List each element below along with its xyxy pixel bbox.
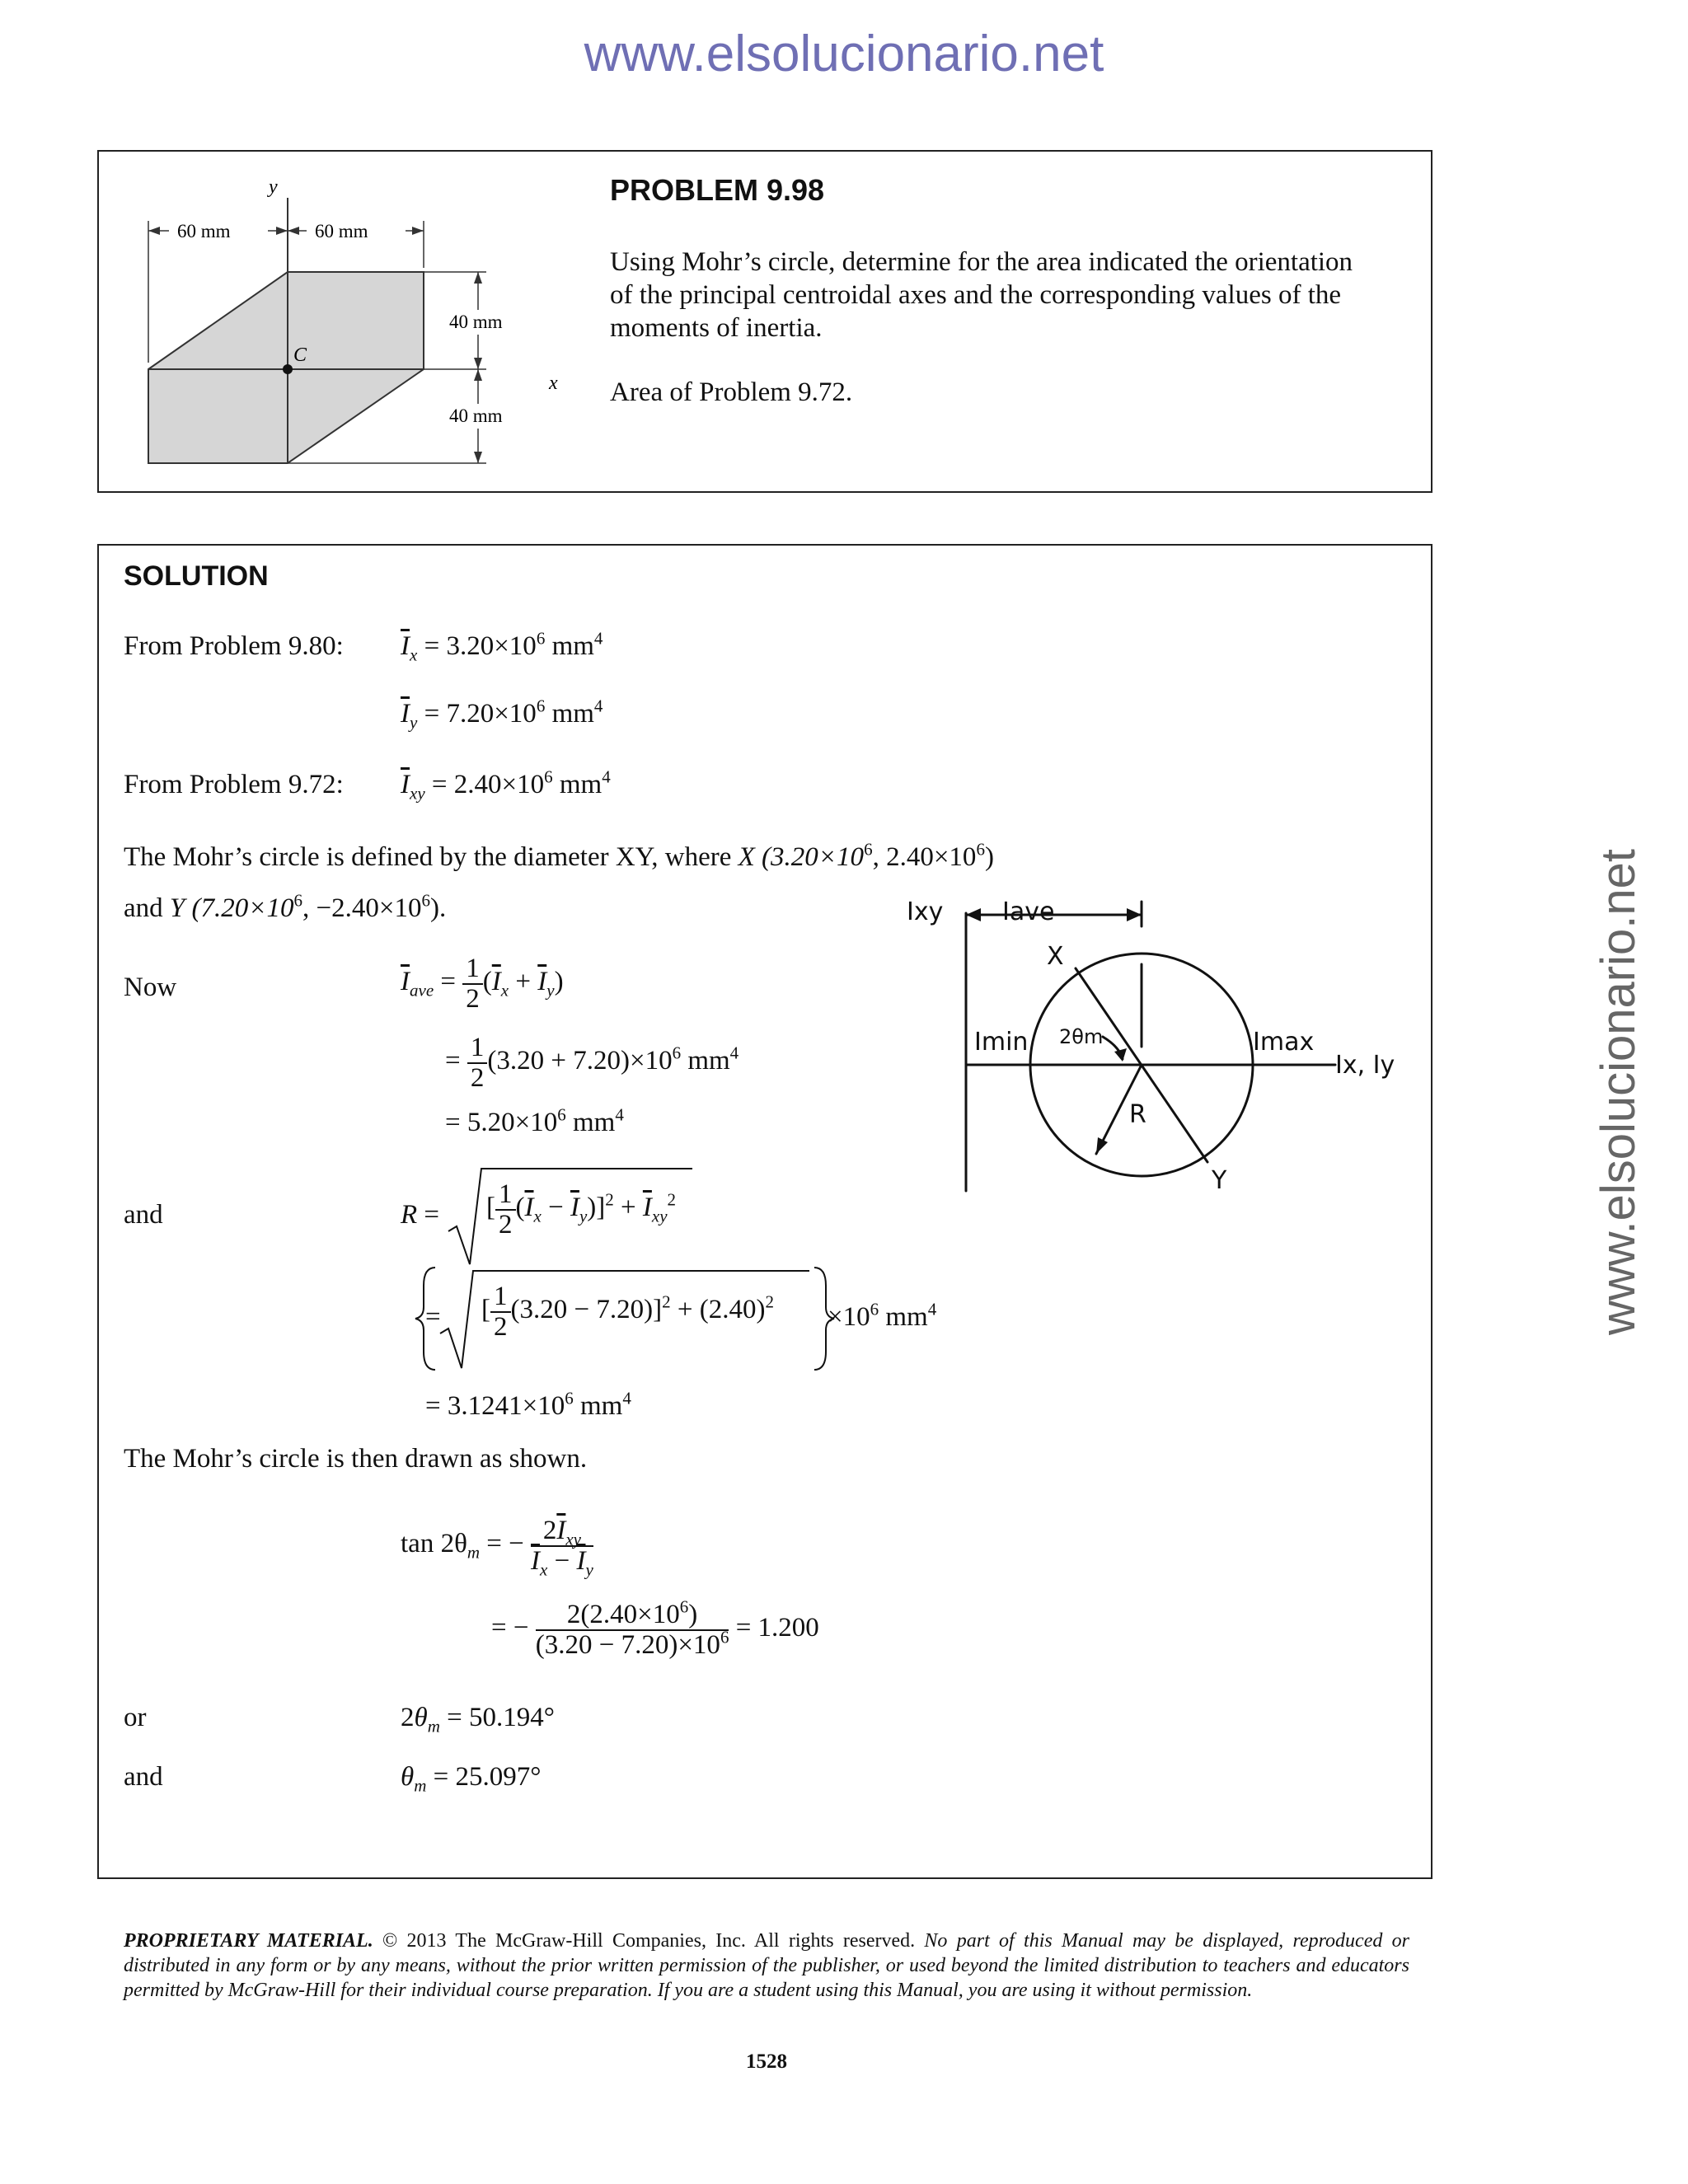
watermark-top: www.elsolucionario.net xyxy=(584,26,1104,82)
watermark-side xyxy=(1591,849,1645,1343)
from-problem-972: From Problem 9.72: xyxy=(124,770,344,799)
problem-text-line-3: moments of inertia. xyxy=(610,313,823,343)
or-label: or xyxy=(124,1703,147,1732)
mohr-definition-line-2: and Y ($7.20\times 10^6$, $-2.40\times 10^6$). xyxy=(124,890,447,923)
label-x: x xyxy=(549,373,558,394)
sketch-y: Y xyxy=(1212,1166,1227,1195)
problem-title: PROBLEM 9.98 xyxy=(610,173,825,207)
iave-equation-3: = $5.20\times 10^6$ $mm^4$ xyxy=(445,1104,624,1137)
footer-normal: © 2013 The McGraw-Hill Companies, Inc. All rights reserved. xyxy=(373,1930,916,1952)
ix-equation: $\overline{I}_x = 3.20\times 10^6$ $mm^4$ xyxy=(401,628,603,665)
sketch-ixy: Ixy xyxy=(907,898,944,926)
r-symbol: R = xyxy=(401,1200,440,1230)
two-theta-result: $2\theta_m = 50.194^\circ$ xyxy=(401,1703,555,1736)
iave-equation-2: = $\frac{1}{2}$ $(3.20 + 7.20)\times 10^6$ $mm^4$ xyxy=(445,1033,739,1093)
sketch-x: X xyxy=(1047,942,1064,971)
r-equation-2: [ $\frac{1}{2}$ $(3.20 - 7.20)]^2 + (2.40)^2$ xyxy=(481,1282,774,1342)
ixy-equation: $\overline{I}_{xy} = 2.40\times 10^6$ $mm^4$ xyxy=(401,766,611,804)
footer-bold: PROPRIETARY MATERIAL. xyxy=(124,1930,373,1952)
r-equals-2: = xyxy=(425,1302,441,1332)
solution-heading: SOLUTION xyxy=(124,560,269,592)
problem-reference: Area of Problem 9.72. xyxy=(610,377,853,407)
problem-text xyxy=(610,246,1353,344)
label-y: y xyxy=(269,176,278,198)
watermark-side-text: www.elsolucionario.net xyxy=(1592,849,1645,1335)
iave-equation-1: $\overline{I}_{ave}$ = $\frac{1}{2}$ $(\overline{I}_x + \overline{I}_y)$ xyxy=(401,954,564,1014)
area-figure xyxy=(124,165,585,478)
dim-right: 60 mm xyxy=(315,221,368,241)
sketch-two-theta: 2θm xyxy=(1059,1025,1104,1048)
and-label-1: and xyxy=(124,1200,163,1230)
mohr-circle-sketch xyxy=(890,890,1426,1203)
iy-equation: $\overline{I}_y = 7.20\times 10^6$ $mm^4$ xyxy=(401,696,603,733)
dim-top: 40 mm xyxy=(449,312,503,332)
sketch-axis-label: Ix, Iy xyxy=(1335,1051,1395,1080)
page-number: 1528 xyxy=(746,2050,787,2073)
dim-bottom: 40 mm xyxy=(449,405,503,426)
sketch-imax: Imax xyxy=(1253,1028,1315,1057)
r-equation-1: [ $\frac{1}{2}$ $(\overline{I}_x - \overline{I}_y)]^2 + \overline{I}_{xy}^2$ xyxy=(486,1179,677,1240)
r-unit: $\times 10^6$ $mm^4$ xyxy=(828,1299,937,1332)
sketch-iave: Iave xyxy=(1002,898,1055,926)
solution-box xyxy=(97,544,1432,1879)
centroid-dot xyxy=(283,364,293,374)
tan-equation-1: $\tan 2\theta_m$ = − $\frac{2\overline{I}_{xy}}{\overline{I}_x - \overline{I}_y}$ xyxy=(401,1516,593,1579)
label-c: C xyxy=(293,344,307,366)
r-result: = $3.1241\times 10^6$ $mm^4$ xyxy=(425,1388,631,1421)
mohr-drawn-text: The Mohr’s circle is then drawn as shown. xyxy=(124,1444,588,1474)
dim-left: 60 mm xyxy=(177,221,231,241)
mohr-definition-line-1: The Mohr’s circle is defined by the diameter XY, where X ($3.20\times 10^6$, $2.40\times 10^6$) xyxy=(124,839,994,872)
sketch-r: R xyxy=(1129,1100,1146,1129)
theta-result: $\theta_m = 25.097^\circ$ xyxy=(401,1762,542,1796)
sketch-imin: Imin xyxy=(974,1028,1029,1057)
from-problem-980: From Problem 9.80: xyxy=(124,631,344,661)
tan-equation-2: = − $\frac{2(2.40\times 10^6)}{(3.20 - 7.20)\times 10^6}$ = 1.200 xyxy=(491,1596,819,1660)
problem-text-line-2: of the principal centroidal axes and the corresponding values of the xyxy=(610,280,1342,310)
problem-text-line-1: Using Mohr’s circle, determine for the area indicated the orientation xyxy=(610,247,1353,277)
now-label: Now xyxy=(124,972,177,1002)
footer-italic: No part of this Manual may be displayed, reproduced or distributed in any form or by any means, without the prior written permission of the publisher, or used beyond the limited distribution to teachers and educators permitted by McGraw-Hill for their individual course preparation. If you are a student using this Manual, you are using it without permission. xyxy=(124,1930,1409,2001)
proprietary-notice xyxy=(124,1929,1409,2003)
and-label-2: and xyxy=(124,1762,163,1792)
